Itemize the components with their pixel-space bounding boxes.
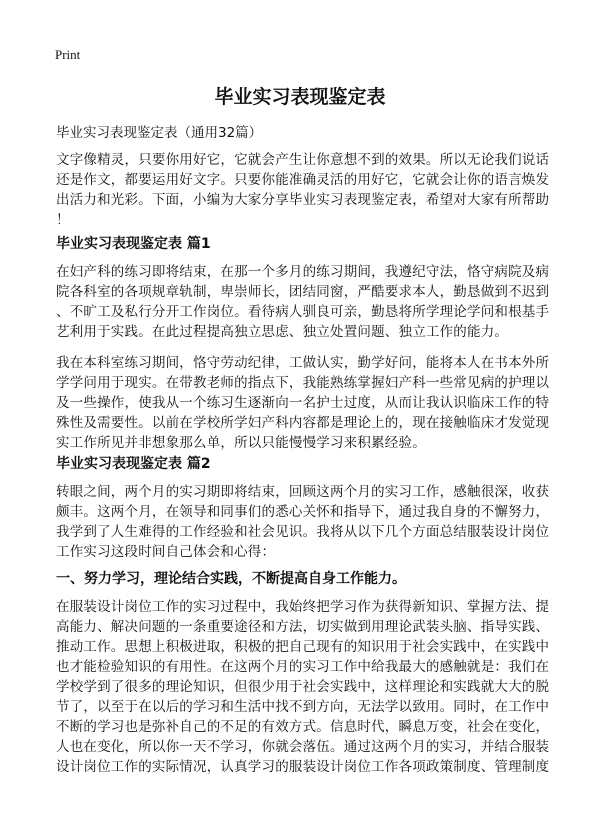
text-line: 文字像精灵，只要你用好它，它就会产生让你意想不到的效果。所以无论我们说话: [56, 152, 550, 168]
section2-paragraph2: [56, 597, 550, 777]
subtitle: 毕业实习表现鉴定表（通用32篇）: [56, 125, 263, 141]
text-line: 我学到了人生难得的工作经验和社会见识。我将从以下几个方面总结服装设计岗位: [56, 524, 550, 540]
section1-paragraph2: [56, 353, 550, 453]
text-line: 及一些操作，使我从一个练习生逐渐向一名护士过度，从而让我认识临床工作的特: [56, 395, 550, 411]
text-line: 院各科室的各项规章轨制，卑崇师长，团结同窗，严酷要求本人，勤恳做到不迟到: [56, 284, 550, 300]
section1-paragraph1: [56, 262, 550, 342]
text-line: 我在本科室练习期间，恪守劳动纪律，工做认实，勤学好问，能将本人在书本外所: [56, 355, 550, 371]
section2-paragraph1: [56, 482, 550, 562]
text-line: 艺利用于实践。在此过程提高独立思虑、独立处置问题、独立工作的能力。: [56, 324, 509, 340]
text-line: 节了，以至于在以后的学习和生活中找不到方向，无法学以致用。同时，在工作中: [56, 699, 550, 715]
page-title: 毕业实习表现鉴定表: [214, 86, 386, 108]
intro-paragraph: [56, 150, 550, 230]
text-line: 出活力和光彩。下面，小编为大家分享毕业实习表现鉴定表，希望对大家有所帮助: [56, 192, 550, 208]
section2-subheading: 一、努力学习，理论结合实践，不断提高自身工作能力。: [56, 571, 406, 587]
section1-heading: 毕业实习表现鉴定表 篇1: [56, 236, 211, 252]
section2-heading: 毕业实习表现鉴定表 篇2: [56, 456, 211, 472]
text-line: 、不旷工及私行分开工作岗位。看待病人驯良可亲，勤恳将所学理论学问和根基手: [56, 304, 550, 320]
text-line: 人也在变化，所以你一天不学习，你就会落伍。通过这两个月的实习，并结合服装: [56, 739, 550, 755]
text-line: 学学问用于现实。在带教老师的指点下，我能熟练掌握妇产科一些常见病的护理以: [56, 375, 550, 391]
text-line: 也才能检验知识的有用性。在这两个月的实习工作中给我最大的感触就是：我们在: [56, 659, 550, 675]
text-line: ！: [56, 212, 70, 228]
text-line: 设计岗位工作的实际情况，认真学习的服装设计岗位工作各项政策制度、管理制度: [56, 759, 550, 775]
text-line: 推动工作。思想上积极进取，积极的把自己现有的知识用于社会实践中，在实践中: [56, 639, 550, 655]
text-line: 在服装设计岗位工作的实习过程中，我始终把学习作为获得新知识、掌握方法、提: [56, 599, 550, 615]
text-line: 在妇产科的练习即将结束，在那一个多月的练习期间，我遵纪守法，恪守病院及病: [56, 264, 550, 280]
text-line: 转眼之间，两个月的实习期即将结束，回顾这两个月的实习工作，感触很深，收获: [56, 484, 550, 500]
text-line: 工作实习这段时间自己体会和心得：: [56, 544, 276, 560]
text-line: 高能力、解决问题的一条重要途径和方法，切实做到用理论武装头脑、指导实践、: [56, 619, 550, 635]
text-line: 学校学到了很多的理论知识，但很少用于社会实践中，这样理论和实践就大大的脱: [56, 679, 550, 695]
text-line: 还是作文，都要运用好文字。只要你能准确灵活的用好它，它就会让你的语言焕发: [56, 172, 550, 188]
text-line: 颇丰。这两个月，在领导和同事们的悉心关怀和指导下，通过我自身的不懈努力，: [56, 504, 550, 520]
text-line: 实工作所见并非想象那么单，所以只能慢慢学习来积累经验。: [56, 435, 426, 451]
text-line: 殊性及需要性。以前在学校所学妇产科内容都是理论上的，现在接触临床才发觉现: [56, 415, 550, 431]
text-line: 不断的学习也是弥补自己的不足的有效方式。信息时代，瞬息万变，社会在变化，: [56, 719, 550, 735]
print-link[interactable]: Print: [55, 47, 81, 62]
